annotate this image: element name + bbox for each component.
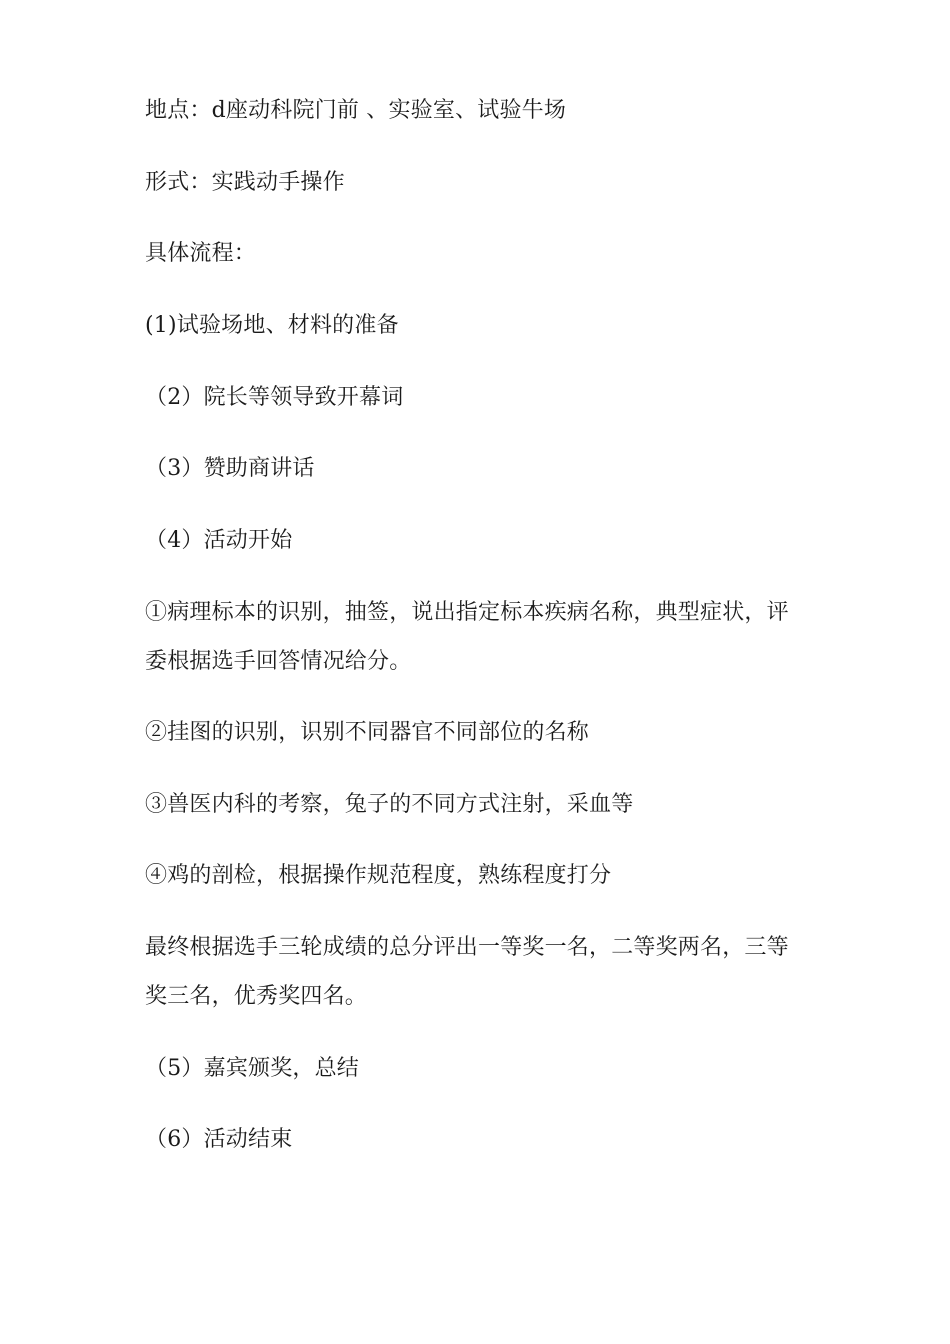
- process-heading: 具体流程：: [145, 241, 257, 266]
- step-5: （5）嘉宾颁奖，总结: [145, 1056, 359, 1081]
- step-1: (1)试验场地、材料的准备: [145, 313, 399, 338]
- step-6: （6）活动结束: [145, 1127, 293, 1152]
- substep-1-line-1: ①病理标本的识别，抽签，说出指定标本疾病名称，典型症状，评: [145, 600, 789, 625]
- substep-4: ④鸡的剖检，根据操作规范程度，熟练程度打分: [145, 863, 612, 888]
- step-4: （4）活动开始: [145, 528, 293, 553]
- step-2: （2）院长等领导致开幕词: [145, 385, 404, 410]
- step-3: （3）赞助商讲话: [145, 456, 315, 481]
- substep-3: ③兽医内科的考察，兔子的不同方式注射，采血等: [145, 792, 634, 817]
- awards-line-2: 奖三名，优秀奖四名。: [145, 984, 368, 1009]
- format-line: 形式：实践动手操作: [145, 170, 345, 195]
- substep-1-line-2: 委根据选手回答情况给分。: [145, 649, 412, 674]
- location-line: 地点：d座动科院门前 、实验室、试验牛场: [145, 98, 567, 123]
- awards-line-1: 最终根据选手三轮成绩的总分评出一等奖一名，二等奖两名，三等: [145, 935, 789, 960]
- substep-2: ②挂图的识别，识别不同器官不同部位的名称: [145, 720, 590, 745]
